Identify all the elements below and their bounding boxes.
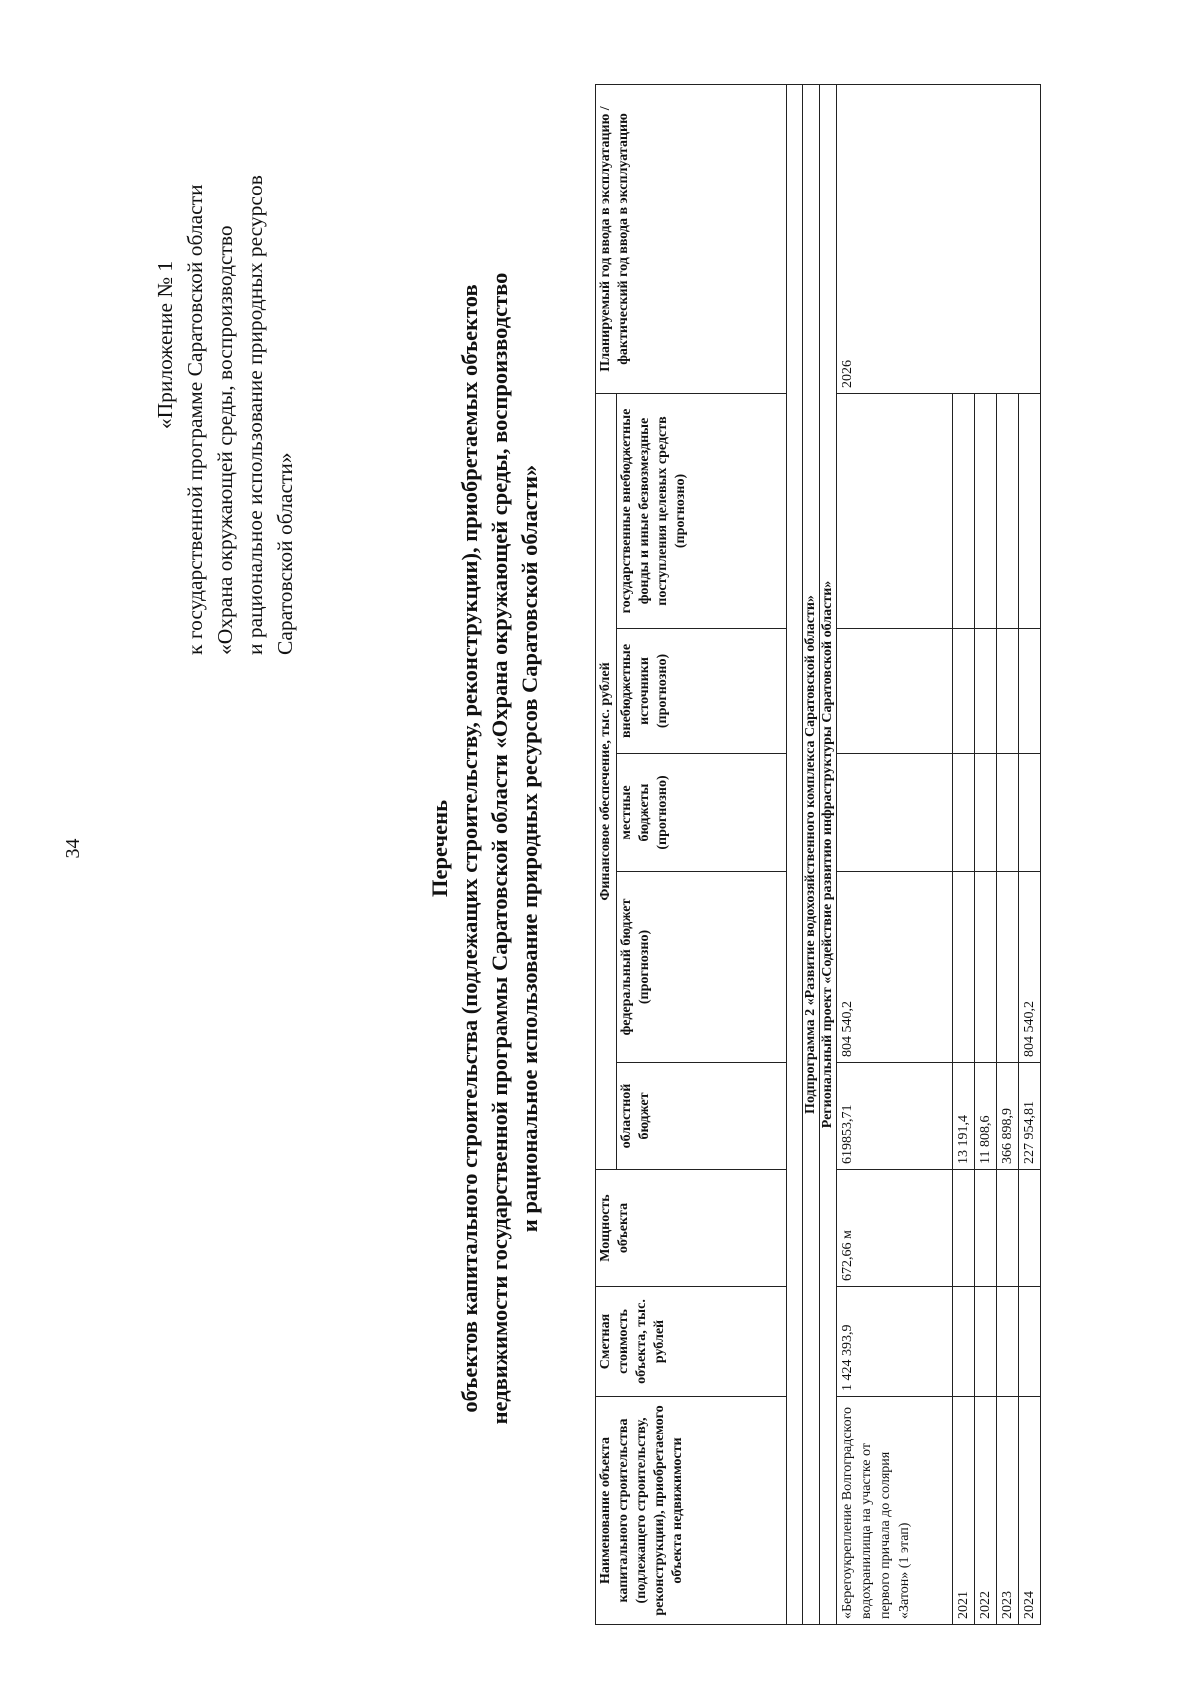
appendix-line: и рациональное использование природных ресурсов [243,175,267,655]
year-regional-budget: 227 954,81 [1019,1063,1041,1170]
header-state-funds: государственные внебюджетные фонды и иные безвозмездные поступления целевых средств (прогнозно) [617,394,787,629]
table-spacer-row [787,85,803,1625]
year-federal-budget [997,872,1019,1063]
header-cost: Сметная стоимость объекта, тыс. рублей [596,1287,787,1397]
document-heading [425,0,545,1697]
header-offbudget-sources: внебюджетные источники (прогнозно) [617,629,787,754]
year-regional-budget: 13 191,4 [953,1063,975,1170]
year-label: 2021 [953,1397,975,1625]
subprogram-row: Подпрограмма 2 «Развитие водохозяйственного комплекса Саратовской области» [803,85,820,1625]
year-federal-budget: 804 540,2 [1019,872,1041,1063]
header-federal-budget: федеральный бюджет (прогнозно) [617,872,787,1063]
year-label: 2022 [975,1397,997,1625]
appendix-title: «Приложение № 1 [153,260,177,430]
object-federal-budget: 804 540,2 [837,872,953,1063]
object-local-budgets [837,754,953,872]
heading-title: Перечень [427,800,452,897]
appendix-line: «Охрана окружающей среды, воспроизводство [213,225,237,655]
appendix-line: к государственной программе Саратовской области [183,184,207,655]
header-year: Планируемый год ввода в эксплуатацию / фактический год ввода в эксплуатацию [596,85,787,394]
object-regional-budget: 619853,71 [837,1063,953,1170]
appendix-block [150,35,300,655]
appendix-line: Саратовской области» [273,452,297,655]
project-row: Региональный проект «Содействие развитию инфраструктуры Саратовской области» [820,85,837,1625]
year-regional-budget: 366 898,9 [997,1063,1019,1170]
header-capacity: Мощность объекта [596,1170,787,1287]
year-federal-budget [975,872,997,1063]
year-label: 2024 [1019,1397,1041,1625]
header-name: Наименование объекта капитального строительства (подлежащего строительству, реконструкции), приобретаемого объекта недвижимости [596,1397,787,1625]
heading-line: и рациональное использование природных ресурсов Саратовской области» [517,464,542,1233]
objects-table [595,84,1041,1625]
header-local-budgets: местные бюджеты (прогнозно) [617,754,787,872]
object-name: «Берегоукрепление Волгоградского водохранилища на участке от первого причала до солярия «Затон» (1 этап) [837,1397,953,1625]
year-federal-budget [953,872,975,1063]
object-capacity: 672,66 м [837,1170,953,1287]
page-number: 34 [62,838,84,859]
header-regional-budget: областной бюджет [617,1063,787,1170]
object-state-funds [837,394,953,629]
header-finance: Финансовое обеспечение, тыс. рублей [596,394,617,1170]
year-regional-budget: 11 808,6 [975,1063,997,1170]
table-row [837,85,953,1625]
year-label: 2023 [997,1397,1019,1625]
object-offbudget-sources [837,629,953,754]
heading-line: недвижимости государственной программы Саратовской области «Охрана окружающей среды, воспроизводство [487,272,512,1425]
object-cost: 1 424 393,9 [837,1287,953,1397]
object-year: 2026 [837,85,1041,394]
heading-line: объектов капитального строительства (подлежащих строительству, реконструкции), приобретаемых объектов [457,284,482,1413]
